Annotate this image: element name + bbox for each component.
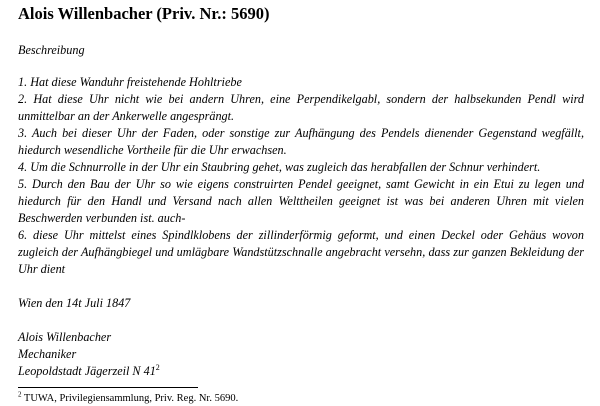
description-item-4: 4. Um die Schnurrolle in der Uhr ein Staubring gehet, was zugleich das herabfallen der Schnur verhindert. (18, 160, 541, 174)
footnote-divider (18, 387, 198, 388)
section-heading: Beschreibung (18, 43, 85, 57)
description-item-2: 2. Hat diese Uhr nicht wie bei andern Uhren, eine Perpendikelgabl, sondern der halbsekunden Pendl wird unmittelbar an der Ankerwelle angesprängt. (18, 92, 584, 123)
footnote-number: 2 (18, 390, 22, 399)
footnote-reference: 2 (155, 362, 160, 372)
description-item-3: 3. Auch bei dieser Uhr der Faden, oder sonstige zur Aufhängung des Pendels dienender Gegenstand wegfällt, hiedurch wesendliche Vortheile für die Uhr erwachsen. (18, 126, 584, 157)
signature-profession: Mechaniker (18, 347, 77, 361)
description-item-5: 5. Durch den Bau der Uhr so wie eigens construirten Pendel geeignet, samt Gewicht in ein Etui zu legen und hiedurch für den Handl und Versand nach allen Welttheilen geeignet ist was bei anderen Uhren mit vielen Beschwerden verbunden ist. auch- (18, 177, 584, 225)
description-list (18, 74, 584, 278)
date-line: Wien den 14t Juli 1847 (18, 296, 131, 310)
footnote (18, 392, 584, 406)
signature-block (18, 329, 584, 380)
signature-address-line (18, 363, 584, 380)
document-page (18, 4, 584, 406)
description-item-1: 1. Hat diese Wanduhr freistehende Hohltriebe (18, 75, 242, 89)
footnote-text: TUWA, Privilegiensammlung, Priv. Reg. Nr. 5690. (21, 393, 239, 404)
description-item-6: 6. diese Uhr mittelst eines Spindlklobens der zillinderförmig geformt, und einen Deckel oder Gehäus wovon zugleich der Aufhängbiegel und umlägbare Wandstützschnalle angebracht versehn, dass zur ganzen Bekleidung der Uhr dient (18, 228, 584, 276)
signature-name: Alois Willenbacher (18, 330, 112, 344)
signature-address: Leopoldstadt Jägerzeil N 41 (18, 364, 156, 378)
document-title: Alois Willenbacher (Priv. Nr.: 5690) (18, 4, 270, 23)
